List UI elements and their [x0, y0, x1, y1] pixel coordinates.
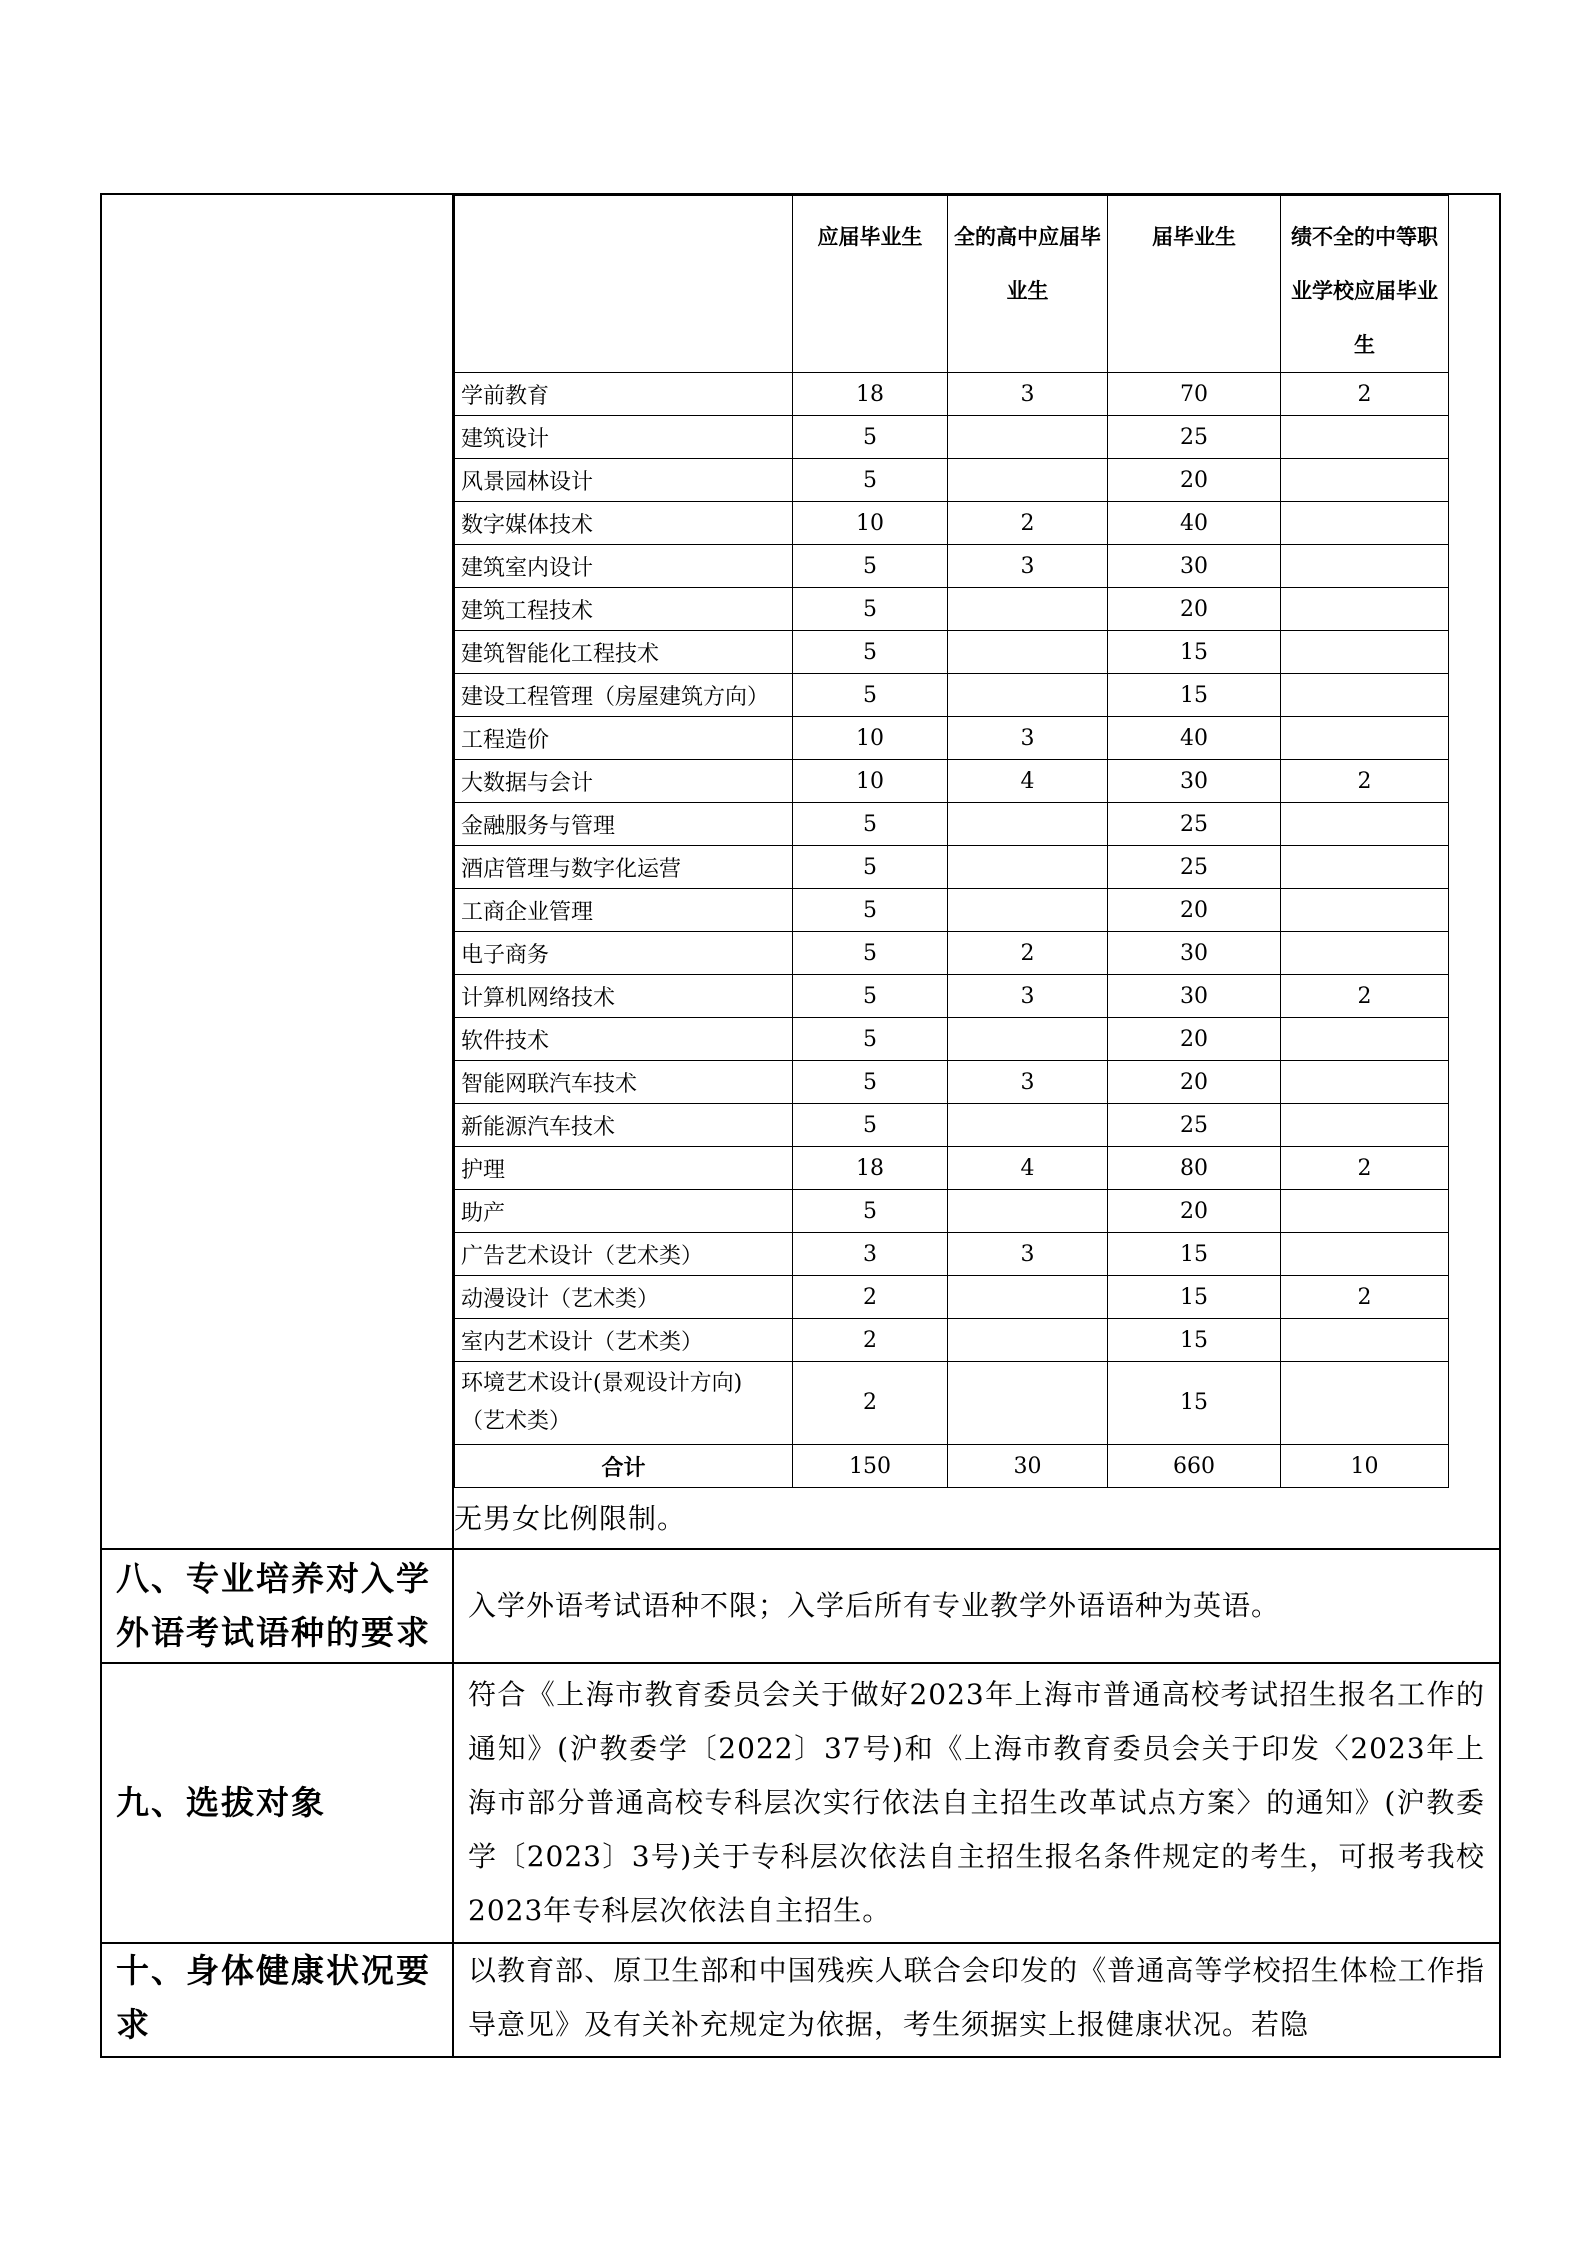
- quota-value-cell: 3: [948, 1061, 1108, 1104]
- quota-row: [455, 1061, 1449, 1104]
- quota-value-cell: [948, 674, 1108, 717]
- major-name-cell: 护理: [455, 1147, 793, 1190]
- quota-value-cell: 10: [793, 760, 948, 803]
- quota-value-cell: 5: [793, 1061, 948, 1104]
- quota-value-cell: 15: [1108, 674, 1281, 717]
- quota-value-cell: [1281, 1319, 1449, 1362]
- quota-row: [455, 416, 1449, 459]
- section-10-label: 十、身体健康状况要求: [101, 1943, 453, 2057]
- quota-value-cell: 2: [948, 502, 1108, 545]
- quota-row: [455, 1147, 1449, 1190]
- major-name-cell: 建筑设计: [455, 416, 793, 459]
- quota-value-cell: 5: [793, 588, 948, 631]
- quota-value-cell: [1281, 502, 1449, 545]
- quota-row: [101, 194, 1500, 1549]
- quota-row: [455, 1362, 1449, 1445]
- quota-value-cell: 25: [1108, 803, 1281, 846]
- section-9-content: 符合《上海市教育委员会关于做好2023年上海市普通高校考试招生报名工作的通知》(沪教委学〔2022〕37号)和《上海市教育委员会关于印发〈2023年上海市部分普通高校专科层次实行依法自主招生改革试点方案〉的通知》(沪教委学〔2023〕3号)关于专科层次依法自主招生报名条件规定的考生，可报考我校2023年专科层次依法自主招生。: [453, 1663, 1500, 1943]
- quota-row: [455, 1190, 1449, 1233]
- quota-row: [455, 889, 1449, 932]
- quota-row: [455, 1276, 1449, 1319]
- quota-value-cell: [948, 1319, 1108, 1362]
- quota-value-cell: 2: [1281, 975, 1449, 1018]
- quota-row: [455, 459, 1449, 502]
- quota-value-cell: 20: [1108, 1061, 1281, 1104]
- quota-row: [455, 932, 1449, 975]
- quota-row: [455, 846, 1449, 889]
- quota-row: [455, 1233, 1449, 1276]
- quota-header-col4: 绩不全的中等职业学校应届毕业生: [1281, 196, 1449, 373]
- quota-value-cell: 18: [793, 1147, 948, 1190]
- quota-value-cell: [1281, 889, 1449, 932]
- total-value-cell: 660: [1108, 1445, 1281, 1488]
- quota-value-cell: 25: [1108, 416, 1281, 459]
- quota-total-row: [455, 1445, 1449, 1488]
- quota-value-cell: 30: [1108, 545, 1281, 588]
- quota-value-cell: [1281, 1190, 1449, 1233]
- quota-row: [455, 1319, 1449, 1362]
- quota-row: [455, 545, 1449, 588]
- major-name-cell: 室内艺术设计（艺术类）: [455, 1319, 793, 1362]
- quota-value-cell: [948, 889, 1108, 932]
- quota-row: [455, 803, 1449, 846]
- quota-value-cell: 5: [793, 674, 948, 717]
- quota-row: [455, 588, 1449, 631]
- quota-header-col2: 全的高中应届毕业生: [948, 196, 1108, 373]
- major-name-cell: 动漫设计（艺术类）: [455, 1276, 793, 1319]
- quota-value-cell: 80: [1108, 1147, 1281, 1190]
- quota-value-cell: 10: [793, 502, 948, 545]
- quota-value-cell: 5: [793, 889, 948, 932]
- quota-value-cell: [1281, 416, 1449, 459]
- quota-value-cell: 5: [793, 846, 948, 889]
- section-10-row: [101, 1943, 1500, 2057]
- quota-value-cell: 30: [1108, 760, 1281, 803]
- quota-value-cell: 3: [948, 1233, 1108, 1276]
- quota-value-cell: 2: [1281, 373, 1449, 416]
- major-name-cell: 工程造价: [455, 717, 793, 760]
- quota-value-cell: 2: [793, 1319, 948, 1362]
- major-name-cell: 环境艺术设计(景观设计方向)（艺术类）: [455, 1362, 793, 1445]
- quota-value-cell: 3: [793, 1233, 948, 1276]
- quota-row: [455, 1018, 1449, 1061]
- major-name-cell: 学前教育: [455, 373, 793, 416]
- quota-value-cell: 20: [1108, 588, 1281, 631]
- quota-value-cell: 5: [793, 1018, 948, 1061]
- quota-value-cell: [948, 1362, 1108, 1445]
- quota-value-cell: 2: [1281, 760, 1449, 803]
- quota-value-cell: [1281, 846, 1449, 889]
- quota-value-cell: [948, 846, 1108, 889]
- quota-value-cell: 15: [1108, 1319, 1281, 1362]
- major-name-cell: 建筑工程技术: [455, 588, 793, 631]
- quota-value-cell: 5: [793, 975, 948, 1018]
- quota-value-cell: [1281, 674, 1449, 717]
- quota-value-cell: [1281, 1018, 1449, 1061]
- quota-value-cell: [948, 803, 1108, 846]
- quota-value-cell: [1281, 1362, 1449, 1445]
- quota-value-cell: [948, 1104, 1108, 1147]
- gender-ratio-note: 无男女比例限制。: [454, 1502, 687, 1535]
- quota-value-cell: 4: [948, 1147, 1108, 1190]
- quota-value-cell: 20: [1108, 889, 1281, 932]
- quota-row: [455, 1104, 1449, 1147]
- quota-cell: [453, 194, 1500, 1549]
- major-name-cell: 智能网联汽车技术: [455, 1061, 793, 1104]
- quota-value-cell: 5: [793, 631, 948, 674]
- quota-value-cell: 3: [948, 975, 1108, 1018]
- quota-value-cell: [948, 588, 1108, 631]
- admission-info-table: [100, 193, 1501, 2058]
- quota-value-cell: [948, 1190, 1108, 1233]
- major-name-cell: 数字媒体技术: [455, 502, 793, 545]
- quota-value-cell: [948, 631, 1108, 674]
- quota-value-cell: [1281, 631, 1449, 674]
- quota-value-cell: 2: [793, 1362, 948, 1445]
- quota-value-cell: 15: [1108, 1233, 1281, 1276]
- quota-value-cell: 5: [793, 932, 948, 975]
- quota-value-cell: 5: [793, 1190, 948, 1233]
- quota-value-cell: 15: [1108, 1362, 1281, 1445]
- quota-header-col1: 应届毕业生: [793, 196, 948, 373]
- section-10-content: 以教育部、原卫生部和中国残疾人联合会印发的《普通高等学校招生体检工作指导意见》及有关补充规定为依据，考生须据实上报健康状况。若隐: [453, 1943, 1500, 2057]
- major-name-cell: 酒店管理与数字化运营: [455, 846, 793, 889]
- quota-value-cell: 5: [793, 803, 948, 846]
- total-value-cell: 150: [793, 1445, 948, 1488]
- quota-row: [455, 373, 1449, 416]
- quota-row: [455, 631, 1449, 674]
- quota-value-cell: 20: [1108, 459, 1281, 502]
- quota-value-cell: 30: [1108, 932, 1281, 975]
- quota-value-cell: 15: [1108, 1276, 1281, 1319]
- quota-value-cell: [1281, 545, 1449, 588]
- quota-header-major: [455, 196, 793, 373]
- quota-value-cell: 40: [1108, 717, 1281, 760]
- section-8-row: [101, 1549, 1500, 1663]
- quota-row: [455, 717, 1449, 760]
- major-name-cell: 大数据与会计: [455, 760, 793, 803]
- major-name-cell: 建筑智能化工程技术: [455, 631, 793, 674]
- quota-value-cell: 2: [948, 932, 1108, 975]
- quota-row: [455, 760, 1449, 803]
- quota-value-cell: [948, 459, 1108, 502]
- quota-value-cell: 3: [948, 373, 1108, 416]
- quota-value-cell: 30: [1108, 975, 1281, 1018]
- quota-value-cell: 18: [793, 373, 948, 416]
- quota-value-cell: [1281, 1104, 1449, 1147]
- quota-row: [455, 674, 1449, 717]
- major-name-cell: 广告艺术设计（艺术类）: [455, 1233, 793, 1276]
- total-value-cell: 10: [1281, 1445, 1449, 1488]
- quota-value-cell: 25: [1108, 846, 1281, 889]
- major-name-cell: 计算机网络技术: [455, 975, 793, 1018]
- quota-value-cell: [1281, 459, 1449, 502]
- section-9-label: 九、选拔对象: [101, 1663, 453, 1943]
- quota-value-cell: 15: [1108, 631, 1281, 674]
- quota-label-cell: [101, 194, 453, 1549]
- quota-value-cell: 20: [1108, 1190, 1281, 1233]
- quota-value-cell: [948, 1018, 1108, 1061]
- section-9-row: [101, 1663, 1500, 1943]
- quota-row: [455, 502, 1449, 545]
- major-name-cell: 建筑室内设计: [455, 545, 793, 588]
- major-name-cell: 助产: [455, 1190, 793, 1233]
- quota-value-cell: [1281, 588, 1449, 631]
- total-label-cell: 合计: [455, 1445, 793, 1488]
- quota-value-cell: 25: [1108, 1104, 1281, 1147]
- quota-value-cell: 5: [793, 459, 948, 502]
- quota-value-cell: [1281, 1061, 1449, 1104]
- quota-value-cell: 5: [793, 416, 948, 459]
- major-name-cell: 金融服务与管理: [455, 803, 793, 846]
- quota-value-cell: 2: [1281, 1276, 1449, 1319]
- section-8-content: 入学外语考试语种不限；入学后所有专业教学外语语种为英语。: [453, 1549, 1500, 1663]
- quota-value-cell: [1281, 932, 1449, 975]
- quota-value-cell: 4: [948, 760, 1108, 803]
- quota-value-cell: 2: [1281, 1147, 1449, 1190]
- quota-value-cell: [1281, 1233, 1449, 1276]
- section-8-label: 八、专业培养对入学外语考试语种的要求: [101, 1549, 453, 1663]
- quota-value-cell: [1281, 717, 1449, 760]
- total-value-cell: 30: [948, 1445, 1108, 1488]
- quota-value-cell: [948, 1276, 1108, 1319]
- quota-value-cell: 10: [793, 717, 948, 760]
- quota-value-cell: 70: [1108, 373, 1281, 416]
- quota-value-cell: 3: [948, 717, 1108, 760]
- quota-value-cell: 20: [1108, 1018, 1281, 1061]
- major-name-cell: 风景园林设计: [455, 459, 793, 502]
- quota-value-cell: 40: [1108, 502, 1281, 545]
- quota-value-cell: 3: [948, 545, 1108, 588]
- quota-table: [454, 195, 1449, 1488]
- major-name-cell: 新能源汽车技术: [455, 1104, 793, 1147]
- major-name-cell: 软件技术: [455, 1018, 793, 1061]
- quota-row: [455, 975, 1449, 1018]
- major-name-cell: 电子商务: [455, 932, 793, 975]
- quota-value-cell: [1281, 803, 1449, 846]
- major-name-cell: 工商企业管理: [455, 889, 793, 932]
- quota-header-col3: 届毕业生: [1108, 196, 1281, 373]
- quota-value-cell: 5: [793, 545, 948, 588]
- quota-value-cell: [948, 416, 1108, 459]
- quota-header-row: [455, 196, 1449, 373]
- quota-value-cell: 2: [793, 1276, 948, 1319]
- major-name-cell: 建设工程管理（房屋建筑方向）: [455, 674, 793, 717]
- quota-value-cell: 5: [793, 1104, 948, 1147]
